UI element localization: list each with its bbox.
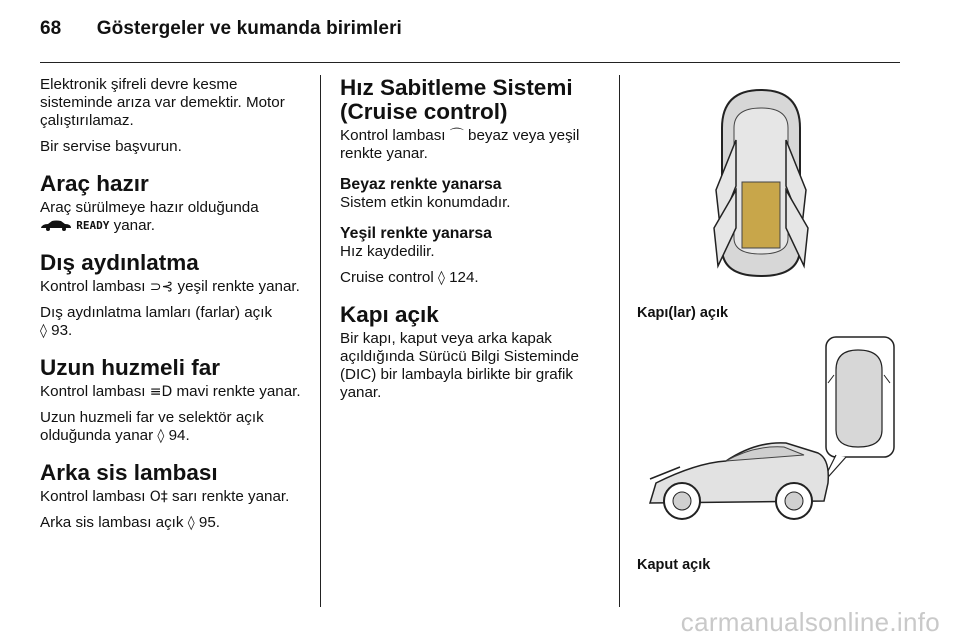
text-run: Uzun huzmeli far ve selektör açık olduğunda yanar <box>40 409 264 444</box>
figure-caption-doors: Kapı(lar) açık <box>637 305 729 321</box>
section-text <box>40 278 308 296</box>
text-run: beyaz veya yeşil renkte yanar. <box>340 127 580 162</box>
section-text <box>40 488 308 506</box>
page-reference[interactable]: 93. <box>51 322 73 339</box>
column-1 <box>40 76 308 540</box>
rear-fog-icon: O‡ <box>149 489 168 505</box>
section-heading: Dış aydınlatma <box>40 250 199 275</box>
header-divider <box>40 62 900 63</box>
page-reference[interactable]: 124. <box>449 269 479 286</box>
section-text <box>40 409 308 445</box>
section-cruise-control <box>340 76 606 163</box>
subsection-green <box>340 224 606 287</box>
section-heading: Arka sis lambası <box>40 460 218 485</box>
heading-line: (Cruise control) <box>340 99 508 124</box>
text-run: Cruise control <box>340 269 434 286</box>
section-exterior-lighting <box>40 251 308 340</box>
page-title: Göstergeler ve kumanda birimleri <box>96 18 402 39</box>
xref-icon: ◊ <box>40 323 47 339</box>
section-text <box>40 304 308 340</box>
page-reference[interactable]: 95. <box>198 514 220 531</box>
text-run: Kontrol lambası <box>40 383 146 400</box>
text-run: Dış aydınlatma lamları (farlar) açık <box>40 304 273 321</box>
high-beam-icon: ≡D <box>149 384 173 400</box>
figure-caption-hood: Kaput açık <box>637 557 711 573</box>
subsection-white <box>340 175 606 212</box>
subsection-heading: Beyaz renkte yanarsa <box>340 176 502 193</box>
section-heading: Uzun huzmeli far <box>40 355 221 380</box>
xref-icon: ◊ <box>437 270 445 286</box>
text-run: yanar. <box>113 217 155 234</box>
page-reference[interactable]: 94. <box>168 427 190 444</box>
section-text: Bir kapı, kaput veya arka kapak açıldığında Sürücü Bilgi Sisteminde (DIC) bir lambayla birlikte bir grafik yanar. <box>340 330 579 401</box>
watermark: carmanualsonline.info <box>680 607 940 637</box>
section-text: Sistem etkin konumdadır. <box>340 194 511 211</box>
door-open-illustration <box>700 78 822 290</box>
text-run: Kontrol lambası <box>340 127 446 144</box>
section-text <box>40 383 308 401</box>
section-text <box>40 199 308 235</box>
section-rear-fog <box>40 461 308 532</box>
ready-label: READY <box>76 219 110 232</box>
section-heading: Araç hazır <box>40 171 149 196</box>
text-run: Arka sis lambası açık <box>40 514 184 531</box>
intro-text-2: Bir servise başvurun. <box>40 138 182 155</box>
section-door-open <box>340 303 606 402</box>
column-divider-1 <box>320 75 321 607</box>
cruise-control-icon: ⌒ <box>449 128 464 144</box>
page-header <box>40 18 402 40</box>
subsection-heading: Yeşil renkte yanarsa <box>340 225 492 242</box>
section-text <box>340 127 606 163</box>
section-text <box>340 269 606 287</box>
xref-icon: ◊ <box>187 515 195 531</box>
section-text <box>40 514 308 532</box>
exterior-light-icon: ⊃⊰ <box>149 279 174 295</box>
car-icon <box>40 219 72 231</box>
heading-line: Hız Sabitleme Sistemi <box>340 75 573 100</box>
page-number: 68 <box>40 18 62 39</box>
text-run: Kontrol lambası <box>40 278 146 295</box>
column-2 <box>340 76 606 410</box>
intro-text: Elektronik şifreli devre kesme sisteminde arıza var demektir. Motor çalıştırılamaz. <box>40 76 285 129</box>
text-run: Araç sürülmeye hazır olduğunda <box>40 199 259 216</box>
section-heading: Kapı açık <box>340 302 439 327</box>
text-run: Kontrol lambası <box>40 488 146 505</box>
xref-icon: ◊ <box>157 428 165 444</box>
column-divider-2 <box>619 75 620 607</box>
section-text: Hız kaydedilir. <box>340 243 435 260</box>
section-heading <box>340 76 606 124</box>
text-run: mavi renkte yanar. <box>176 383 301 400</box>
section-ready <box>40 172 308 235</box>
hood-open-illustration <box>636 335 900 545</box>
text-run: sarı renkte yanar. <box>172 488 290 505</box>
section-high-beam <box>40 356 308 445</box>
text-run: yeşil renkte yanar. <box>177 278 300 295</box>
